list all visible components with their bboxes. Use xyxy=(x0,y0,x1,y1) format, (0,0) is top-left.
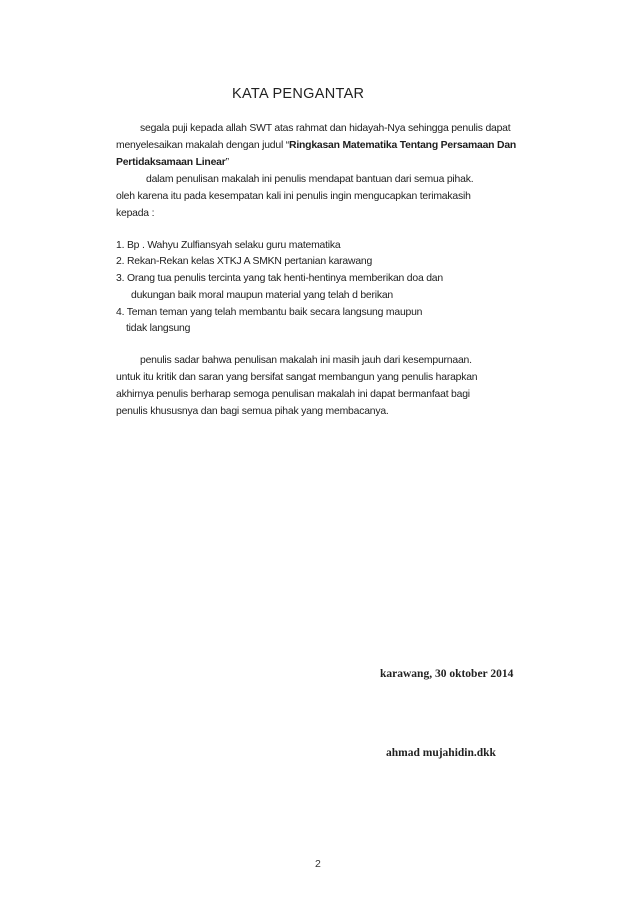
page-title: KATA PENGANTAR xyxy=(232,86,365,102)
paragraph-line xyxy=(116,140,516,151)
bold-title-segment: Ringkasan Matematika Tentang Persamaan Dan xyxy=(289,140,517,151)
list-item: 4. Teman teman yang telah membantu baik secara langsung maupun xyxy=(116,307,423,318)
list-item-continuation: tidak langsung xyxy=(126,323,191,334)
author-signature: ahmad mujahidin.dkk xyxy=(386,747,496,759)
paragraph-line: penulis sadar bahwa penulisan makalah ini masih jauh dari kesempurnaan. xyxy=(140,355,472,366)
paragraph-line xyxy=(116,157,229,168)
bold-title-segment: Pertidaksamaan Linear xyxy=(116,157,226,168)
text-segment: ” xyxy=(225,157,229,168)
paragraph-line: untuk itu kritik dan saran yang bersifat sangat membangun yang penulis harapkan xyxy=(116,372,478,383)
paragraph-line: penulis khususnya dan bagi semua pihak yang membacanya. xyxy=(116,406,389,417)
paragraph-line: dalam penulisan makalah ini penulis mendapat bantuan dari semua pihak. xyxy=(146,174,474,185)
list-item: 3. Orang tua penulis tercinta yang tak henti-hentinya memberikan doa dan xyxy=(116,273,443,284)
place-date: karawang, 30 oktober 2014 xyxy=(380,668,514,680)
paragraph-line: oleh karena itu pada kesempatan kali ini penulis ingin mengucapkan terimakasih xyxy=(116,191,471,202)
text-segment: menyelesaikan makalah dengan judul “ xyxy=(116,140,290,151)
list-item: 2. Rekan-Rekan kelas XTKJ A SMKN pertanian karawang xyxy=(116,256,373,267)
list-item: 1. Bp . Wahyu Zulfiansyah selaku guru matematika xyxy=(116,240,341,251)
paragraph-line: kepada : xyxy=(116,208,155,219)
list-item-continuation: dukungan baik moral maupun material yang telah d berikan xyxy=(131,290,394,301)
paragraph-line: segala puji kepada allah SWT atas rahmat dan hidayah-Nya sehingga penulis dapat xyxy=(140,123,511,134)
paragraph-line: akhirnya penulis berharap semoga penulisan makalah ini dapat bermanfaat bagi xyxy=(116,389,470,400)
page-number: 2 xyxy=(315,858,321,870)
